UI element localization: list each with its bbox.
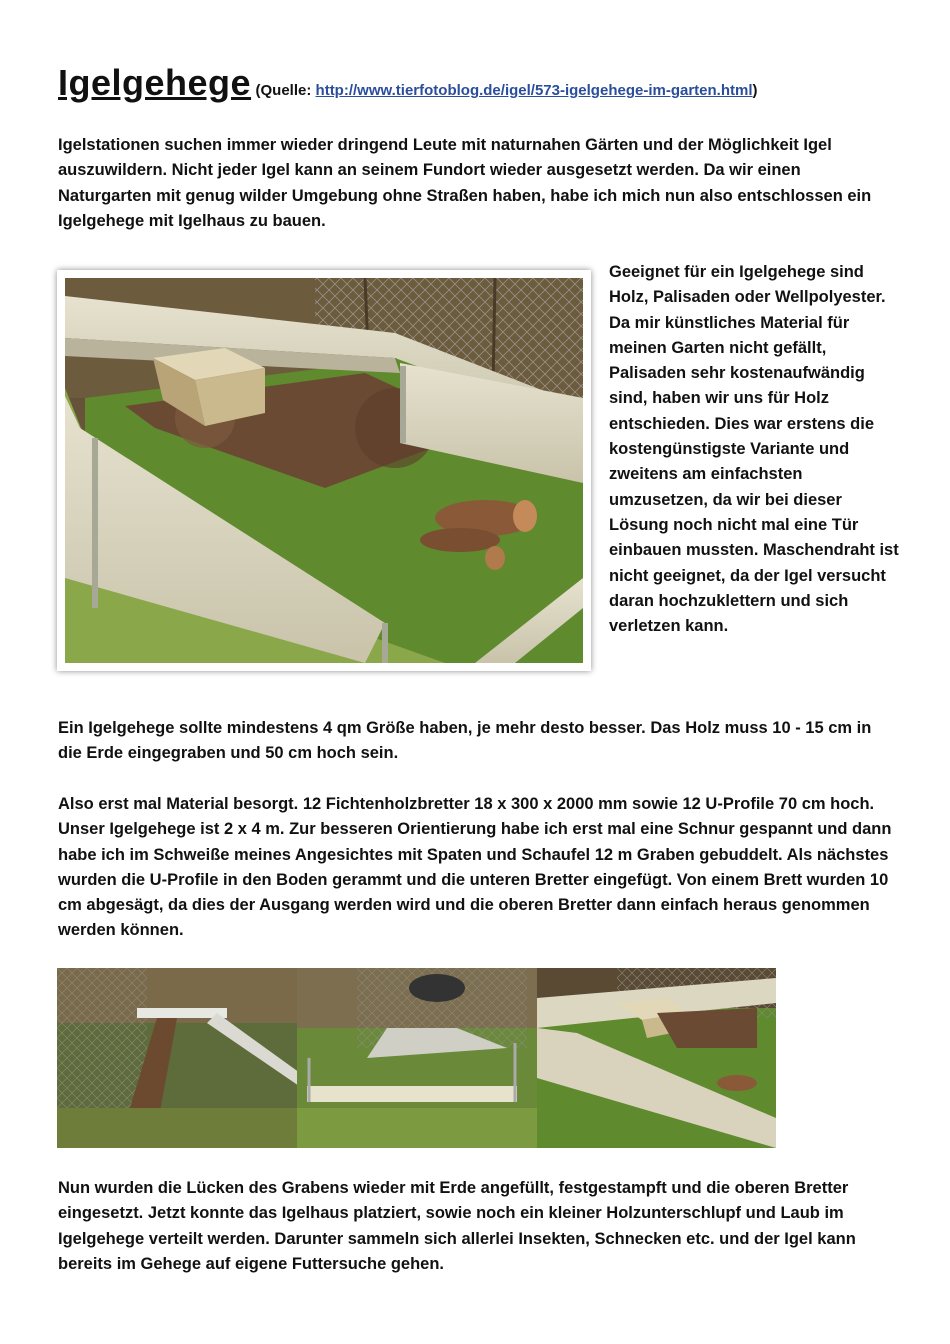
source-link[interactable]: http://www.tierfotoblog.de/igel/573-igelgehege-im-garten.html (315, 82, 753, 99)
page-title: Igelgehege (58, 62, 252, 103)
title-line (58, 62, 758, 104)
source-suffix: ) (752, 82, 758, 99)
materials-paragraph: Geeignet für ein Igelgehege sind Holz, Palisaden oder Wellpolyester. Da mir künstliches Material für meinen Garten nicht gefällt, Palisaden sehr kostenaufwändig sind, haben wir uns für Holz entschieden. Dies war erstens die kostengünstigste Variante und zweitens am einfachsten umzusetzen, da wir bei dieser Lösung noch nicht mal eine Tür einbauen mussten. Maschendraht ist nicht geeignet, da der Igel versucht daran hochzuklettern und sich verletzen kann. (609, 263, 899, 636)
source-prefix: (Quelle: (255, 82, 316, 99)
photo-finished (537, 968, 776, 1148)
intro-paragraph: Igelstationen suchen immer wieder dringend Leute mit naturnahen Gärten und der Möglichkeit Igel auszuwildern. Nicht jeder Igel kann an seinem Fundort wieder ausgesetzt werden. Da wir einen Naturgarten mit genug wilder Umgebung ohne Straßen haben, habe ich mich nun also entschlossen ein Igelgehege mit Igelhaus zu bauen. (58, 136, 872, 230)
size-paragraph: Ein Igelgehege sollte mindestens 4 qm Größe haben, je mehr desto besser. Das Holz muss 10 - 15 cm in die Erde eingegraben und 50 cm hoch sein. (58, 719, 872, 763)
photo-trench (57, 968, 307, 1148)
construction-photo-strip (57, 968, 776, 1148)
construction-paragraph: Also erst mal Material besorgt. 12 Fichtenholzbretter 18 x 300 x 2000 mm sowie 12 U-Profile 70 cm hoch. Unser Igelgehege ist 2 x 4 m. Zur besseren Orientierung habe ich erst mal eine Schnur gespannt und dann habe ich im Schweiße meines Angesichtes mit Spaten und Schaufel 12 m Graben gebuddelt. Als nächstes wurden die U-Profile in den Boden gerammt und die unteren Bretter eingefügt. Von einem Brett wurden 10 cm abgesägt, da dies der Ausgang werden wird und die oberen Bretter dann einfach heraus genommen werden können. (58, 795, 892, 940)
photo-lower-boards (297, 968, 537, 1148)
enclosure-photo-frame (57, 270, 591, 671)
enclosure-photo (65, 278, 583, 663)
finish-paragraph: Nun wurden die Lücken des Grabens wieder mit Erde angefüllt, festgestampft und die oberen Bretter eingesetzt. Jetzt konnte das Igelhaus platziert, sowie noch ein kleiner Holzunterschlupf und Laub im Igelgehege verteilt werden. Darunter sammeln sich allerlei Insekten, Schnecken etc. und der Igel kann bereits im Gehege auf eigene Futtersuche gehen. (58, 1179, 856, 1273)
source-citation (256, 82, 758, 99)
